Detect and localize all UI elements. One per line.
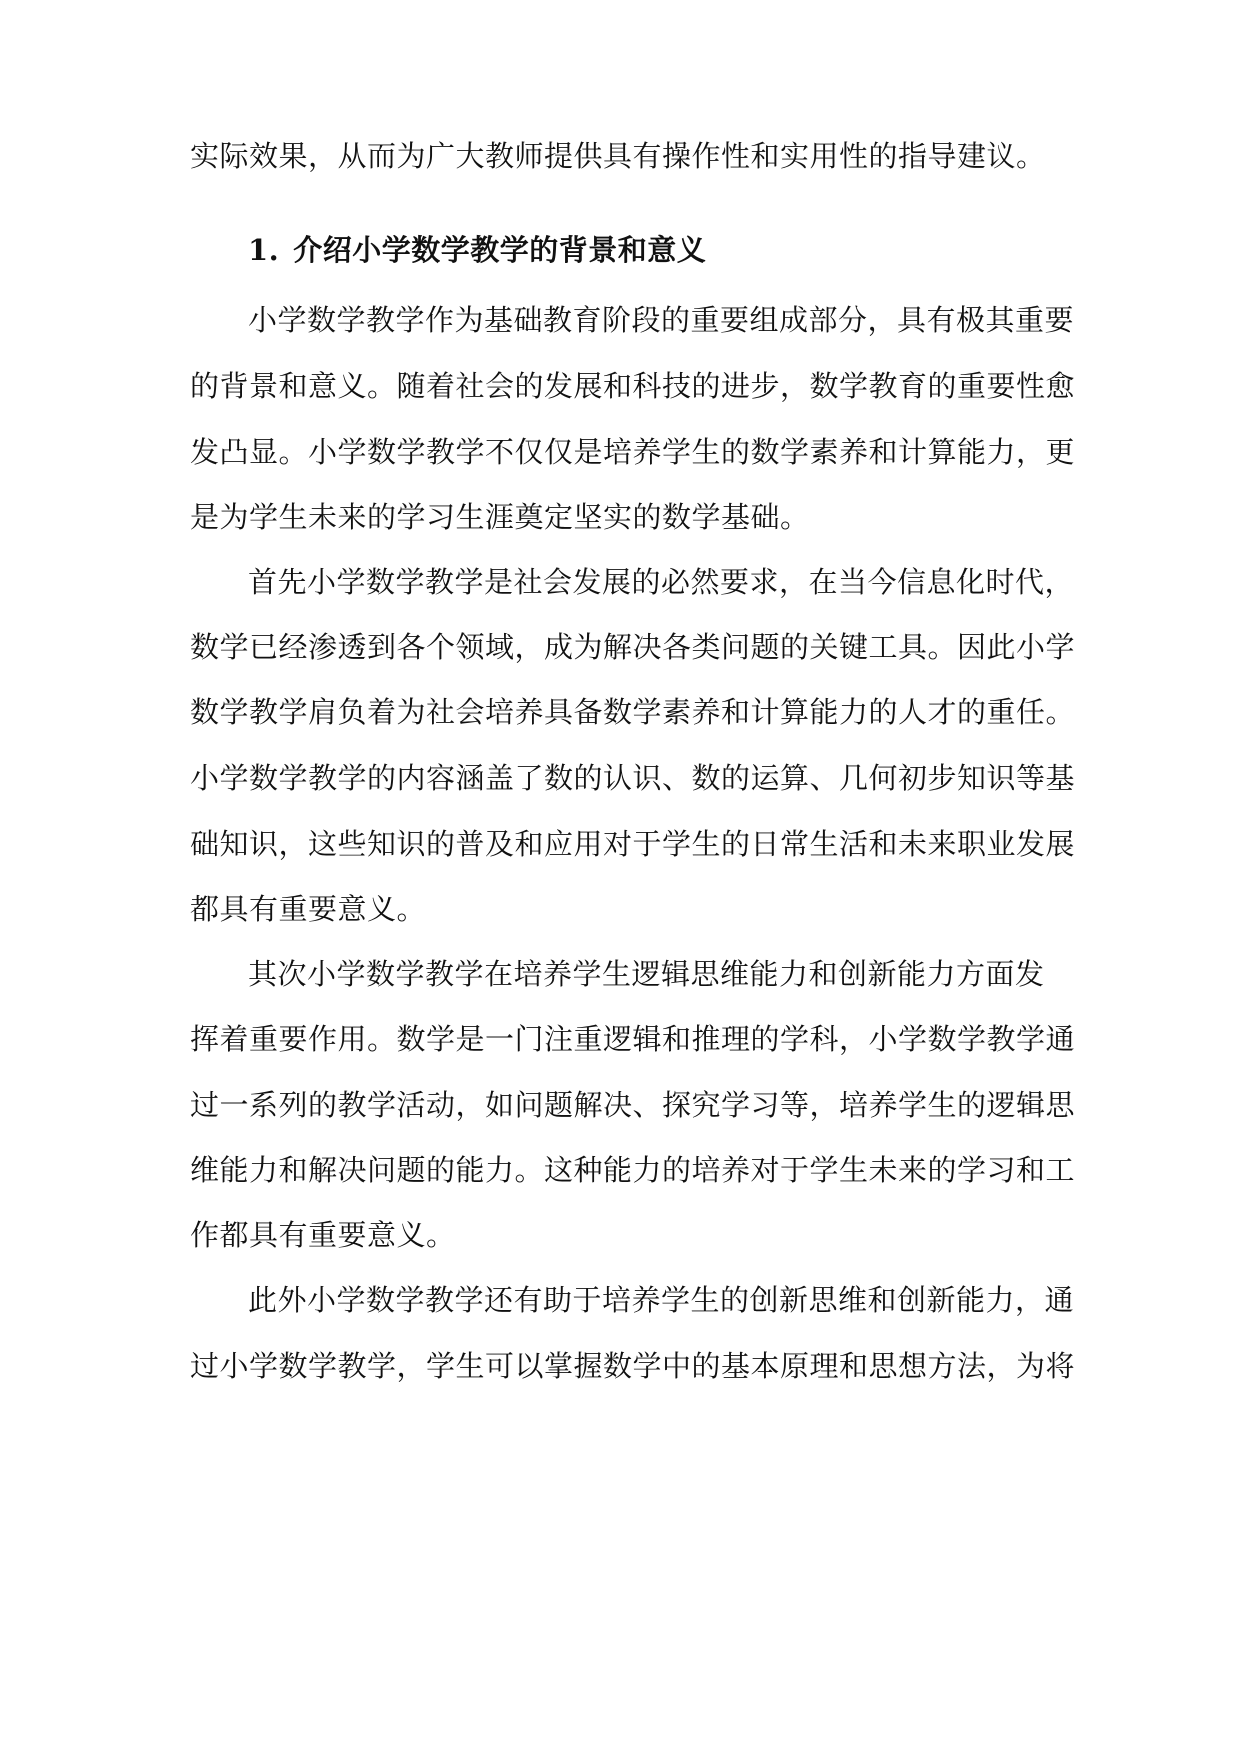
- paragraph-line: 小学数学教学的内容涵盖了数的认识、数的运算、几何初步知识等基: [190, 761, 1076, 795]
- paragraph-line: 实际效果，从而为广大教师提供具有操作性和实用性的指导建议。: [190, 139, 1046, 173]
- section-number: 1.: [248, 233, 280, 267]
- paragraph-line: 数学已经渗透到各个领域，成为解决各类问题的关键工具。因此小学: [190, 630, 1076, 664]
- paragraph-line: 作都具有重要意义。: [190, 1218, 456, 1252]
- paragraph-line: 础知识，这些知识的普及和应用对于学生的日常生活和未来职业发展: [190, 827, 1076, 861]
- paragraph-line: 过一系列的教学活动，如问题解决、探究学习等，培养学生的逻辑思: [190, 1088, 1076, 1122]
- paragraph-line: 小学数学教学作为基础教育阶段的重要组成部分，具有极其重要: [248, 303, 1075, 337]
- paragraph-line: 的背景和意义。随着社会的发展和科技的进步，数学教育的重要性愈: [190, 369, 1076, 403]
- paragraph-line: 过小学数学教学，学生可以掌握数学中的基本原理和思想方法，为将: [190, 1349, 1076, 1383]
- paragraph-line: 维能力和解决问题的能力。这种能力的培养对于学生未来的学习和工: [190, 1153, 1076, 1187]
- paragraph-line: 数学教学肩负着为社会培养具备数学素养和计算能力的人才的重任。: [190, 695, 1076, 729]
- paragraph-line: 都具有重要意义。: [190, 892, 427, 926]
- section-heading: [248, 230, 706, 270]
- section-title: 介绍小学数学教学的背景和意义: [293, 233, 707, 267]
- paragraph-line: 是为学生未来的学习生涯奠定坚实的数学基础。: [190, 500, 810, 534]
- paragraph-line: 发凸显。小学数学教学不仅仅是培养学生的数学素养和计算能力，更: [190, 435, 1076, 469]
- paragraph-line: 挥着重要作用。数学是一门注重逻辑和推理的学科，小学数学教学通: [190, 1022, 1076, 1056]
- paragraph-line: 此外小学数学教学还有助于培养学生的创新思维和创新能力，通: [248, 1283, 1075, 1317]
- paragraph-line: 首先小学数学教学是社会发展的必然要求，在当今信息化时代，: [248, 565, 1075, 599]
- paragraph-line: 其次小学数学教学在培养学生逻辑思维能力和创新能力方面发: [248, 957, 1045, 991]
